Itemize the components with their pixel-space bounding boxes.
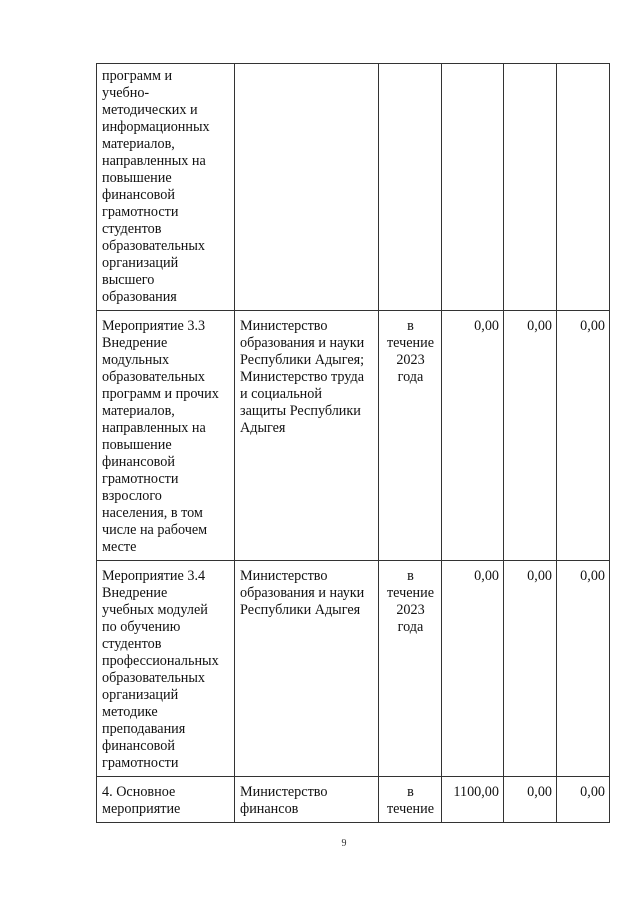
term-cell-line: 2023 bbox=[396, 602, 425, 618]
amount-cell-1: 1100,00 bbox=[442, 777, 504, 823]
executor-cell-line: защиты Республики bbox=[240, 403, 361, 419]
measure-name-cell-line: грамотности bbox=[102, 755, 179, 771]
term-cell bbox=[379, 311, 442, 561]
term-cell-line: года bbox=[397, 369, 424, 385]
measure-name-cell-line: образования bbox=[102, 289, 177, 305]
page-number: 9 bbox=[341, 838, 347, 849]
measure-name-cell-line: Мероприятие 3.3 bbox=[102, 318, 206, 334]
measure-name-cell-line: учебных модулей bbox=[102, 602, 208, 618]
measure-name-cell bbox=[97, 311, 235, 561]
measure-name-cell-line: грамотности bbox=[102, 471, 179, 487]
measure-name-cell-line: методических и bbox=[102, 102, 198, 118]
measure-name-cell-line: высшего bbox=[102, 272, 155, 288]
table-row bbox=[97, 64, 610, 311]
executor-cell bbox=[235, 64, 379, 311]
measure-name-cell-line: взрослого bbox=[102, 488, 162, 504]
measure-name-cell-line: студентов bbox=[102, 636, 162, 652]
executor-cell bbox=[235, 561, 379, 777]
executor-cell-line: Министерство bbox=[240, 318, 328, 334]
term-cell-line: года bbox=[397, 619, 424, 635]
measure-name-cell-line: модульных bbox=[102, 352, 170, 368]
term-cell-line: в bbox=[407, 784, 414, 800]
executor-cell-line: и социальной bbox=[240, 386, 322, 402]
measure-name-cell-line: информационных bbox=[102, 119, 210, 135]
measure-name-cell bbox=[97, 64, 235, 311]
term-cell-line: в bbox=[407, 318, 414, 334]
measure-name-cell-line: Внедрение bbox=[102, 585, 168, 601]
executor-cell-line: Адыгея bbox=[240, 420, 286, 436]
measure-name-cell-line: студентов bbox=[102, 221, 162, 237]
table-row bbox=[97, 561, 610, 777]
term-cell-line: течение bbox=[386, 801, 435, 817]
measure-name-cell-line: профессиональных bbox=[102, 653, 219, 669]
measure-name-cell-line: повышение bbox=[102, 170, 172, 186]
measure-name-cell-line: грамотности bbox=[102, 204, 179, 220]
measure-name-cell-line: месте bbox=[102, 539, 137, 555]
measure-name-cell-line: методике bbox=[102, 704, 158, 720]
measure-name-cell-line: направленных на bbox=[102, 420, 206, 436]
measure-name-cell-line: образовательных bbox=[102, 369, 206, 385]
amount-cell-1: 0,00 bbox=[442, 311, 504, 561]
measure-name-cell-line: образовательных bbox=[102, 670, 206, 686]
term-cell-line: течение bbox=[386, 335, 435, 351]
amount-cell-3 bbox=[557, 64, 610, 311]
amount-cell-1 bbox=[442, 64, 504, 311]
amount-cell-2 bbox=[504, 64, 557, 311]
amount-cell-3: 0,00 bbox=[557, 561, 610, 777]
executor-cell-line: Министерство bbox=[240, 568, 328, 584]
amount-cell-2: 0,00 bbox=[504, 777, 557, 823]
executor-cell-line: образования и науки bbox=[240, 335, 365, 351]
table-row bbox=[97, 777, 610, 823]
measure-name-cell-line: материалов, bbox=[102, 403, 175, 419]
executor-cell bbox=[235, 777, 379, 823]
measure-name-cell-line: организаций bbox=[102, 255, 179, 271]
measure-name-cell bbox=[97, 777, 235, 823]
amount-cell-2: 0,00 bbox=[504, 561, 557, 777]
amount-cell-3: 0,00 bbox=[557, 311, 610, 561]
measure-name-cell-line: программ и bbox=[102, 68, 173, 84]
amount-cell-2: 0,00 bbox=[504, 311, 557, 561]
measure-name-cell-line: материалов, bbox=[102, 136, 175, 152]
table-row bbox=[97, 311, 610, 561]
term-cell-line: течение bbox=[386, 585, 435, 601]
measure-name-cell-line: направленных на bbox=[102, 153, 206, 169]
measure-name-cell-line: Мероприятие 3.4 bbox=[102, 568, 206, 584]
measure-name-cell-line: повышение bbox=[102, 437, 172, 453]
term-cell bbox=[379, 561, 442, 777]
measure-name-cell-line: организаций bbox=[102, 687, 179, 703]
measure-name-cell-line: Внедрение bbox=[102, 335, 168, 351]
term-cell-line: в bbox=[407, 568, 414, 584]
term-cell-line: 2023 bbox=[396, 352, 425, 368]
measure-name-cell-line: преподавания bbox=[102, 721, 186, 737]
measure-name-cell-line: образовательных bbox=[102, 238, 206, 254]
measure-name-cell-line: мероприятие bbox=[102, 801, 181, 817]
term-cell bbox=[379, 777, 442, 823]
measure-name-cell bbox=[97, 561, 235, 777]
measure-name-cell-line: учебно- bbox=[102, 85, 150, 101]
measure-name-cell-line: финансовой bbox=[102, 738, 175, 754]
measure-name-cell-line: программ и прочих bbox=[102, 386, 219, 402]
executor-cell-line: Республики Адыгея; bbox=[240, 352, 365, 368]
executor-cell-line: финансов bbox=[240, 801, 299, 817]
executor-cell-line: Министерство bbox=[240, 784, 328, 800]
measures-table bbox=[96, 63, 610, 823]
measure-name-cell-line: 4. Основное bbox=[102, 784, 176, 800]
executor-cell bbox=[235, 311, 379, 561]
term-cell bbox=[379, 64, 442, 311]
measure-name-cell-line: финансовой bbox=[102, 187, 175, 203]
measure-name-cell-line: числе на рабочем bbox=[102, 522, 208, 538]
amount-cell-3: 0,00 bbox=[557, 777, 610, 823]
executor-cell-line: Республики Адыгея bbox=[240, 602, 361, 618]
amount-cell-1: 0,00 bbox=[442, 561, 504, 777]
executor-cell-line: образования и науки bbox=[240, 585, 365, 601]
measure-name-cell-line: по обучению bbox=[102, 619, 181, 635]
executor-cell-line: Министерство труда bbox=[240, 369, 365, 385]
measure-name-cell-line: населения, в том bbox=[102, 505, 203, 521]
measure-name-cell-line: финансовой bbox=[102, 454, 175, 470]
